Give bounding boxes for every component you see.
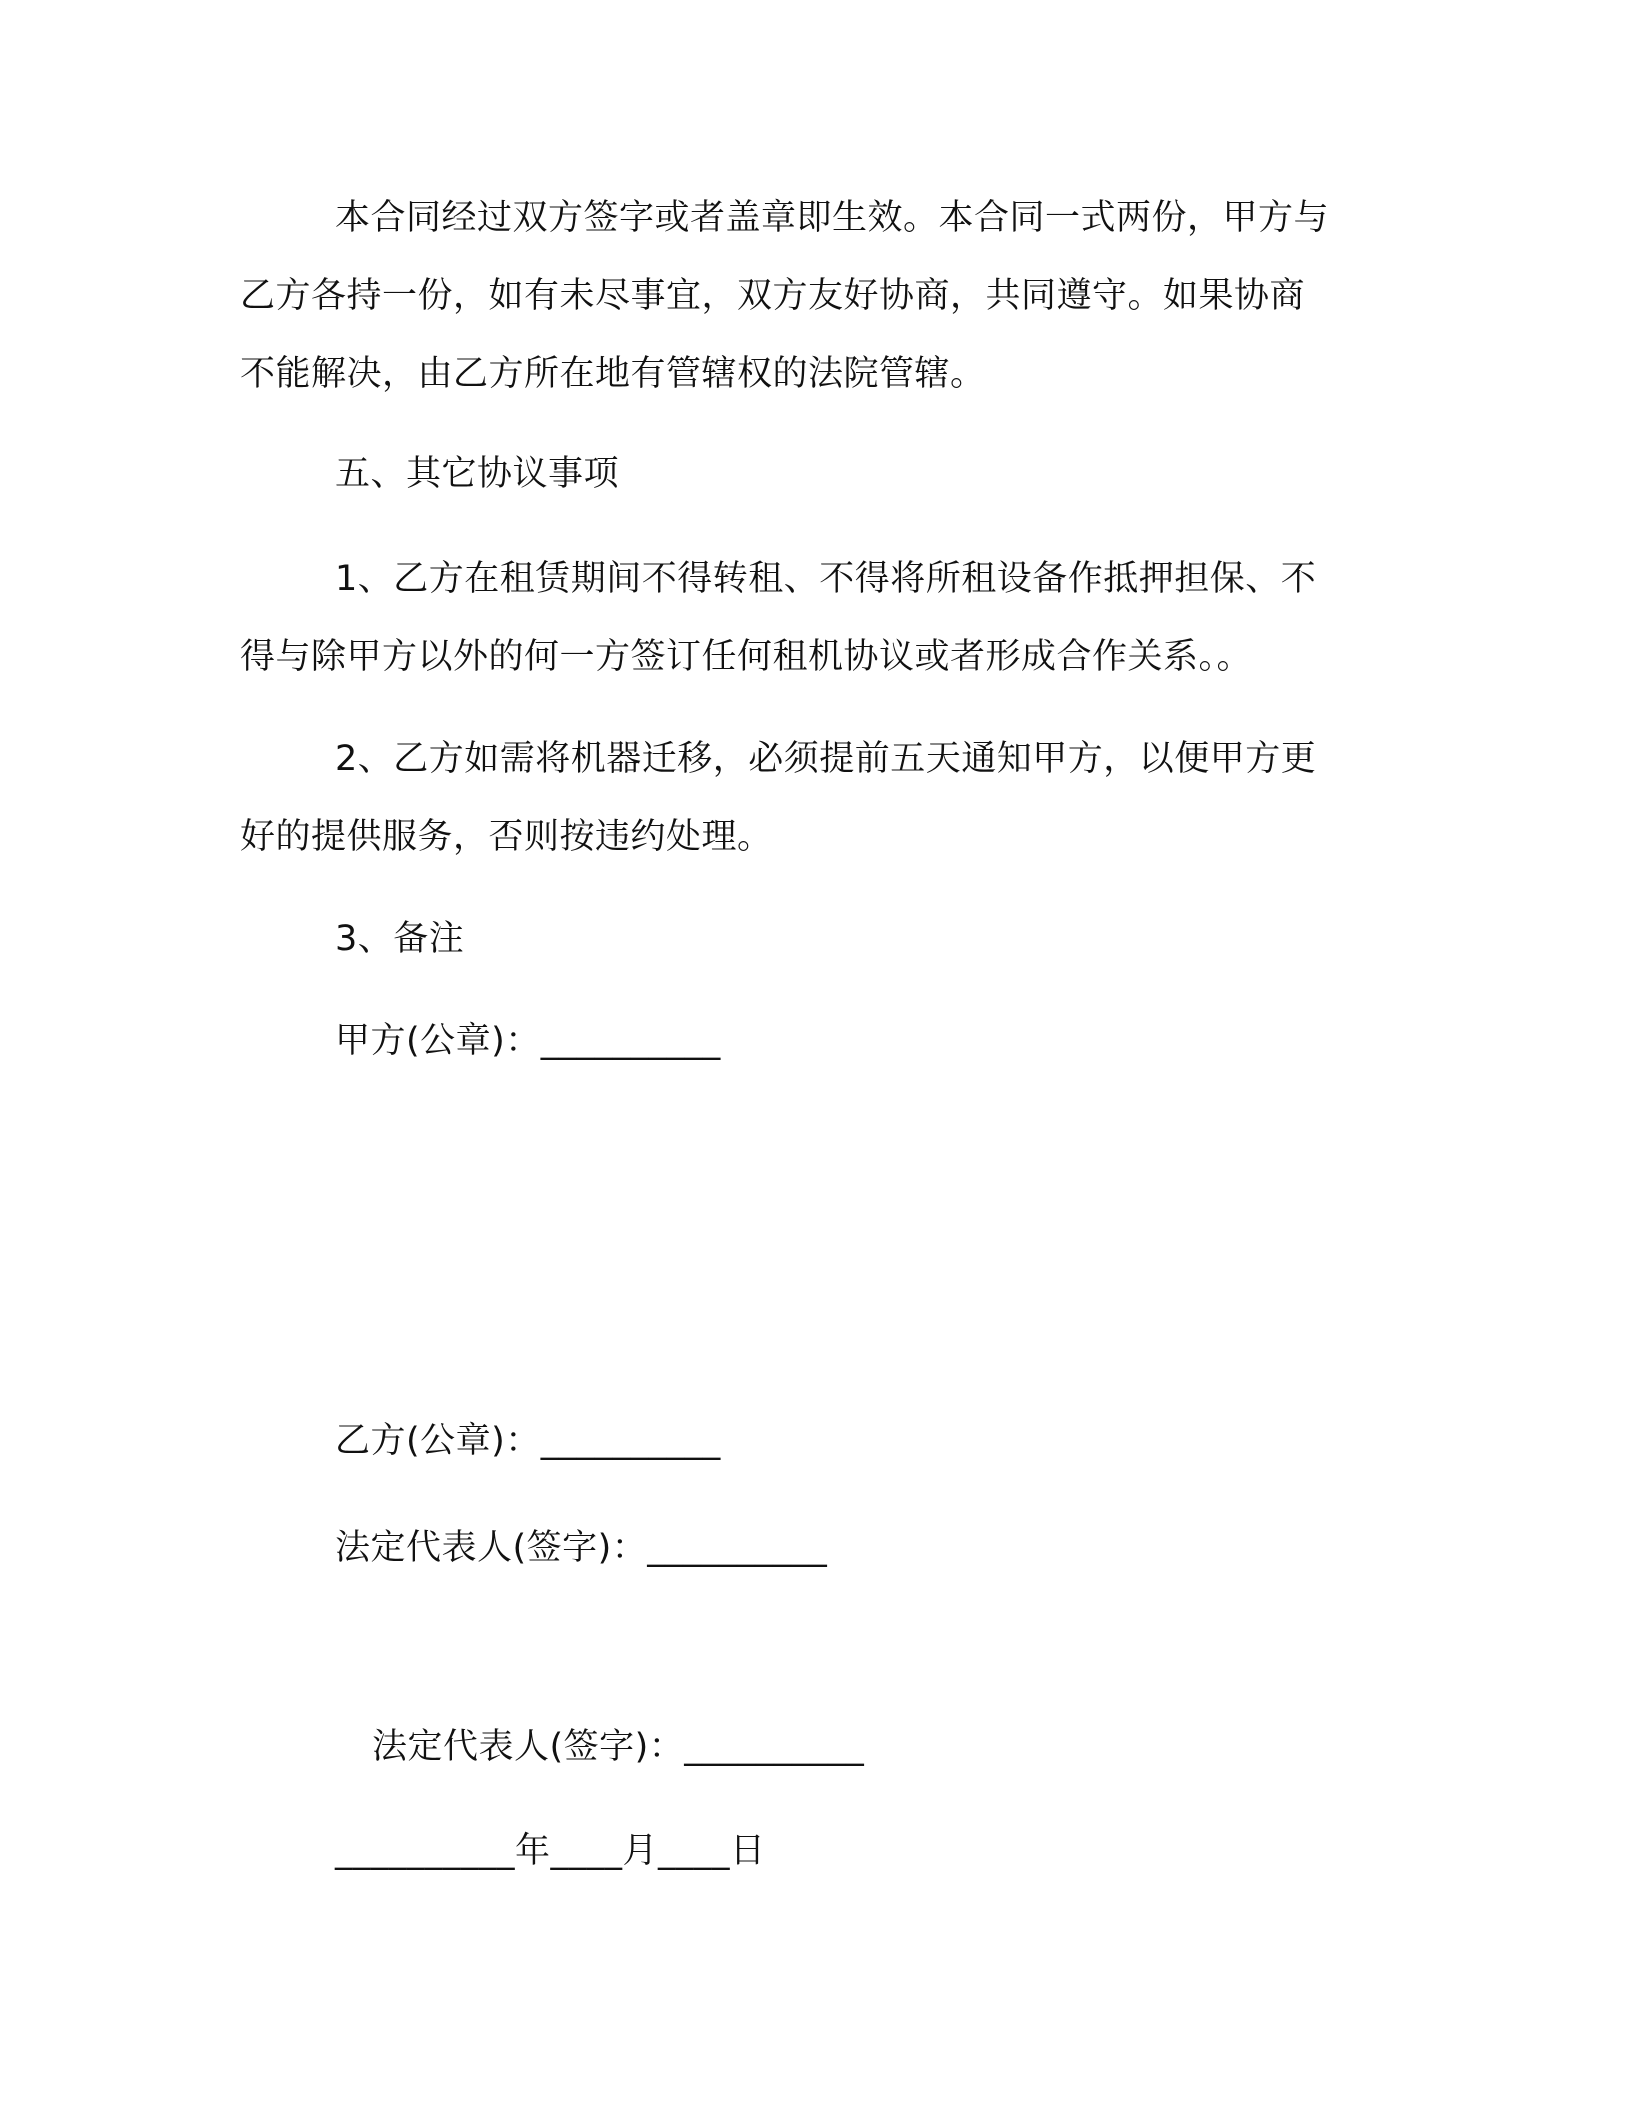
party-a-seal-line: 甲方(公章)：__________ [335, 1021, 721, 1061]
item-1-line-2: 得与除甲方以外的何一方签订任何租机协议或者形成合作关系。。 [240, 637, 1253, 677]
item-3-remarks: 3、备注 [335, 919, 465, 959]
item-1-line-1: 1、乙方在租赁期间不得转租、不得将所租设备作抵押担保、不 [335, 559, 1317, 599]
date-line: __________年____月____日 [335, 1831, 766, 1871]
paragraph-1-line-3: 不能解决，由乙方所在地有管辖权的法院管辖。 [240, 354, 986, 394]
item-2-line-2: 好的提供服务，否则按违约处理。 [240, 817, 773, 857]
item-2-line-1: 2、乙方如需将机器迁移，必须提前五天通知甲方，以便甲方更 [335, 739, 1317, 779]
legal-rep-signature-line-2: 法定代表人(签字)：__________ [372, 1727, 865, 1767]
paragraph-1-line-1: 本合同经过双方签字或者盖章即生效。本合同一式两份，甲方与 [335, 198, 1330, 238]
paragraph-1-line-2: 乙方各持一份，如有未尽事宜，双方友好协商，共同遵守。如果协商 [240, 276, 1306, 316]
party-b-seal-line: 乙方(公章)：__________ [335, 1421, 721, 1461]
legal-rep-signature-line-1: 法定代表人(签字)：__________ [335, 1528, 828, 1568]
section-5-heading: 五、其它协议事项 [335, 454, 620, 494]
